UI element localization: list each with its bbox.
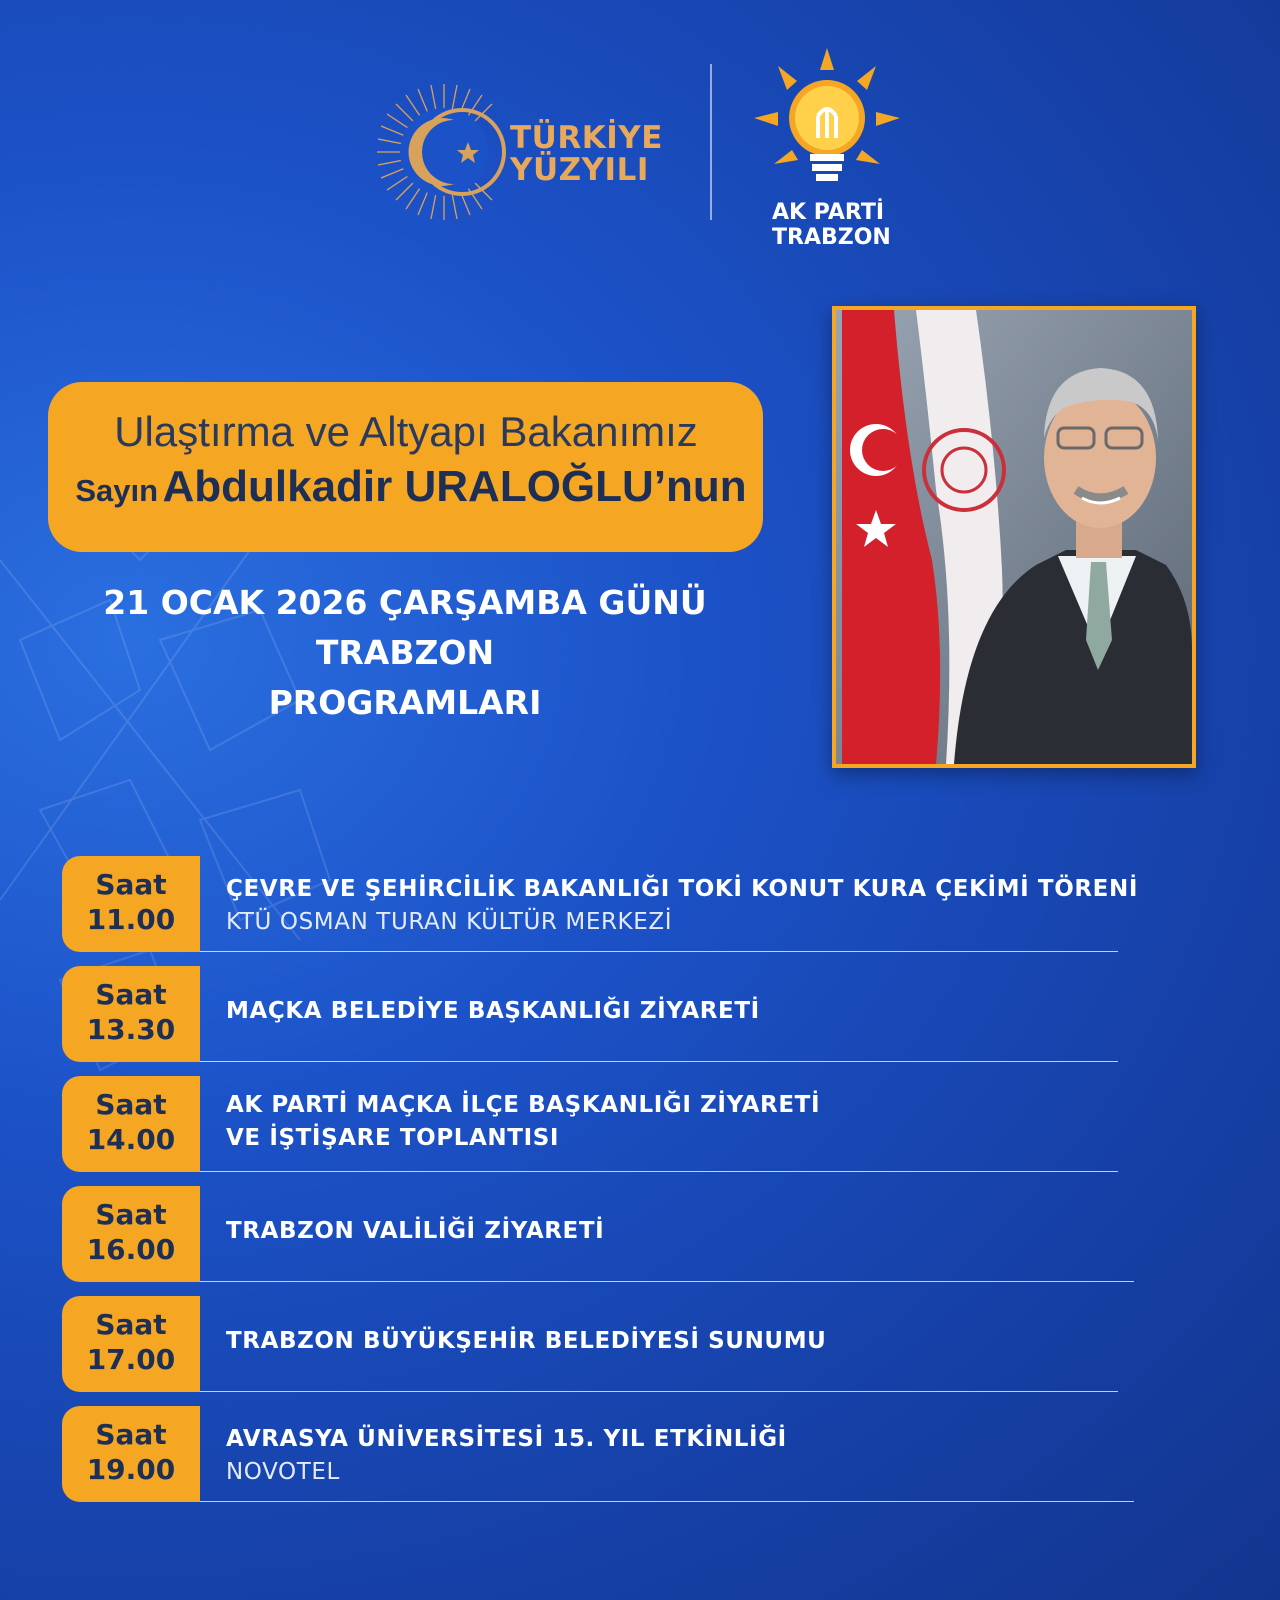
time-badge — [62, 1406, 200, 1502]
event-title: AK PARTİ MAÇKA İLÇE BAŞKANLIĞI ZİYARETİ — [226, 1092, 821, 1118]
event-title: TRABZON VALİLİĞİ ZİYARETİ — [226, 1218, 605, 1244]
saat-label: Saat — [95, 1088, 167, 1121]
row-divider — [200, 1281, 1134, 1282]
ak-parti-label: AK PARTİ — [772, 200, 885, 225]
ak-parti-lightbulb-icon — [752, 46, 902, 196]
saat-label: Saat — [95, 1418, 167, 1451]
program-city: TRABZON — [315, 633, 495, 672]
program-label: PROGRAMLARI — [268, 683, 542, 722]
ak-parti-trabzon-wordmark — [772, 200, 891, 250]
event-title-line2: VE İŞTİŞARE TOPLANTISI — [226, 1125, 560, 1151]
minister-name: Abdulkadir URALOĞLU — [162, 462, 654, 511]
program-date: 21 OCAK 2026 ÇARŞAMBA GÜNÜ — [103, 583, 707, 622]
time-badge — [62, 1186, 200, 1282]
minister-title: Ulaştırma ve Altyapı Bakanımız — [114, 408, 698, 455]
row-divider — [200, 1391, 1118, 1392]
saat-label: Saat — [95, 1198, 167, 1231]
time-badge — [62, 1296, 200, 1392]
event-title: TRABZON BÜYÜKŞEHİR BELEDİYESİ SUNUMU — [226, 1328, 827, 1354]
time-value: 13.30 — [86, 1013, 176, 1046]
time-value: 11.00 — [86, 903, 176, 936]
schedule-row — [62, 966, 1072, 1062]
minister-name-banner — [48, 382, 763, 552]
event-title: ÇEVRE VE ŞEHİRCİLİK BAKANLIĞI TOKİ KONUT KURA ÇEKİMİ TÖRENİ — [226, 876, 1138, 902]
time-badge — [62, 1076, 200, 1172]
row-divider — [200, 1061, 1118, 1062]
schedule-row — [62, 1076, 1072, 1172]
schedule-row — [62, 856, 1138, 952]
event-location: KTÜ OSMAN TURAN KÜLTÜR MERKEZİ — [226, 909, 673, 935]
row-divider — [200, 1171, 1118, 1172]
minister-portrait — [832, 306, 1196, 768]
time-value: 16.00 — [86, 1233, 176, 1266]
saat-label: Saat — [95, 1308, 167, 1341]
header-divider — [710, 64, 712, 220]
schedule-row — [62, 1296, 1072, 1392]
event-location: NOVOTEL — [226, 1459, 340, 1485]
turkiye-yuzyili-line1: TÜRKİYE — [510, 120, 663, 156]
time-value: 14.00 — [86, 1123, 176, 1156]
schedule-row — [62, 1406, 1072, 1502]
time-value: 19.00 — [86, 1453, 176, 1486]
event-title: AVRASYA ÜNİVERSİTESİ 15. YIL ETKİNLİĞİ — [226, 1426, 787, 1452]
minister-name-line — [66, 462, 756, 512]
time-badge — [62, 966, 200, 1062]
turkiye-yuzyili-line2: YÜZYILI — [510, 152, 649, 188]
program-title — [60, 578, 750, 728]
trabzon-label: TRABZON — [772, 225, 891, 250]
row-divider — [200, 951, 1118, 952]
saat-label: Saat — [95, 978, 167, 1011]
event-title: MAÇKA BELEDİYE BAŞKANLIĞI ZİYARETİ — [226, 998, 760, 1024]
minister-name-suffix: ’nun — [653, 462, 747, 511]
schedule-row — [62, 1186, 1072, 1282]
sayin-label: Sayın — [75, 473, 159, 508]
row-divider — [200, 1501, 1134, 1502]
saat-label: Saat — [95, 868, 167, 901]
time-value: 17.00 — [86, 1343, 176, 1376]
time-badge — [62, 856, 200, 952]
turkiye-yuzyili-wordmark — [510, 122, 663, 186]
